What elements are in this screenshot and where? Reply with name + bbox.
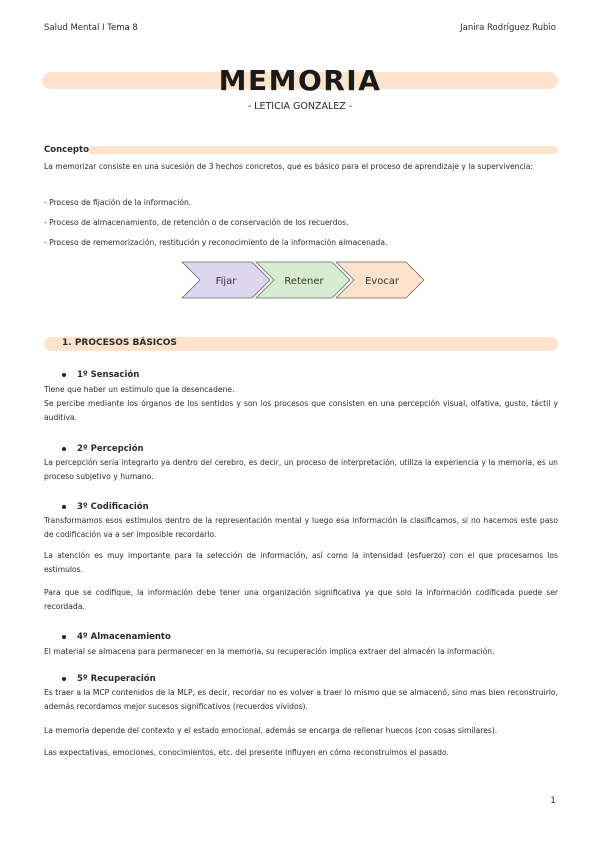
page-number: 1 xyxy=(550,796,556,806)
step-retener-label: Retener xyxy=(284,276,324,287)
concept-item: - Proceso de fijación de la información. xyxy=(44,198,192,207)
paragraph: Las expectativas, emociones, conocimientos, etc. del presente influyen en cómo reconstruimos el pasado. xyxy=(44,748,449,757)
header-course: Salud Mental I Tema 8 xyxy=(44,23,138,33)
paragraph: La atención es muy importante para la selección de información, así como la intensidad (esfuerzo) con el que procesamos los estímulos. xyxy=(44,551,558,574)
bullet-heading xyxy=(62,444,144,454)
paragraph: Transformamos esos estímulos dentro de la representación mental y luego esa información la clasificamos, si no hacemos este paso de codificación va a ser imposible recordarlo. xyxy=(44,516,558,539)
concept-heading: Concepto xyxy=(44,145,89,155)
bullet-heading xyxy=(62,370,139,380)
page-title: MEMORIA xyxy=(218,64,382,97)
bullet-heading-text: 1º Sensación xyxy=(77,370,140,380)
bullet-heading xyxy=(62,632,171,642)
paragraph: La memoria depende del contexto y el estado emocional, además se encarga de rellenar huecos (con cosas similares). xyxy=(44,726,498,735)
bullet-icon xyxy=(62,505,66,509)
bullet-heading xyxy=(62,674,156,684)
bullet-icon xyxy=(62,373,66,377)
step-fijar-label: Fijar xyxy=(215,276,237,287)
bullet-icon xyxy=(62,635,66,639)
concept-highlight xyxy=(88,146,558,154)
bullet-heading-text: 2º Percepción xyxy=(77,444,144,454)
memory-steps-diagram xyxy=(180,260,430,302)
paragraph: Para que se codifique, la información debe tener una organización significativa ya que solo la información codificada puede ser recordada. xyxy=(44,588,558,611)
paragraph: Es traer a la MCP contenidos de la MLP, es decir, recordar no es volver a traer lo mismo que se almacenó, sino mas bien reconstruirlo, además recordamos mejor sucesos significativos (recuerdos vividos). xyxy=(44,688,558,711)
concept-intro: La memorizar consiste en una sucesión de 3 hechos concretos, que es básico para el proceso de aprendizaje y la supervivencia: xyxy=(44,162,533,171)
bullet-heading-text: 5º Recuperación xyxy=(77,674,156,684)
bullet-heading-text: 4º Almacenamiento xyxy=(77,632,171,642)
header-author: Janira Rodríguez Rubio xyxy=(460,23,556,33)
paragraph: El material se almacena para permanecer en la memoria, su recuperación implica extraer del almacén la información. xyxy=(44,647,495,656)
page-subtitle: - LETICIA GONZALEZ - xyxy=(247,101,353,112)
concept-item: - Proceso de almacenamiento, de retención o de conservación de los recuerdos. xyxy=(44,218,349,227)
paragraph: Se percibe mediante los órganos de los sentidos y son los procesos que consisten en una percepción visual, olfativa, gusto, táctil y auditiva. xyxy=(44,399,558,422)
bullet-icon xyxy=(62,677,66,681)
paragraph: Tiene que haber un estímulo que la desencadene. xyxy=(44,385,235,394)
concept-item: - Proceso de rememorización, restitución y reconocimiento de la información almacenada. xyxy=(44,238,388,247)
paragraph: La percepción sería integrarlo ya dentro del cerebro, es decir, un proceso de interpretación, utiliza la experiencia y la memoria, es un proceso subjetivo y humano. xyxy=(44,458,558,481)
section-title: 1. PROCESOS BÁSICOS xyxy=(62,338,177,348)
bullet-heading-text: 3º Codificación xyxy=(77,502,149,512)
bullet-heading xyxy=(62,502,149,512)
step-evocar-label: Evocar xyxy=(364,276,400,287)
bullet-icon xyxy=(62,447,66,451)
